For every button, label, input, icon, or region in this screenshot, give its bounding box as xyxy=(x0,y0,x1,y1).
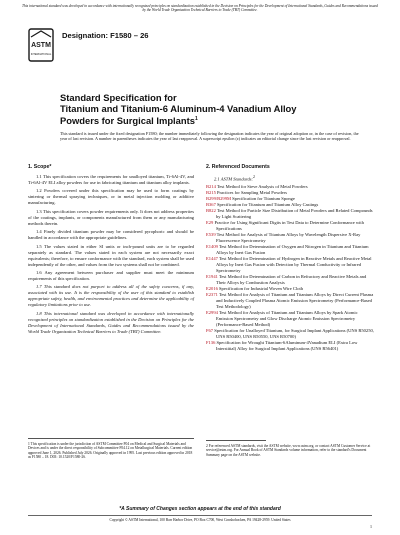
reference-item xyxy=(206,310,374,328)
reference-title: Test Method for Determination of Hydrogen in Reactive Metals and Reactive Metal Alloys by Inert Gas Fusion with Detection by Thermal Conductivity or Infrared Spectrometry xyxy=(216,255,372,273)
reference-code-link[interactable]: E539 xyxy=(206,231,216,237)
reference-title: Test Method for Analysis of Titanium and Titanium Alloys by Direct Current Plasma and Inductively Coupled Plasma Atomic Emission Spectrometry (Performance-Based Test Methodology) xyxy=(216,291,374,309)
reference-item xyxy=(206,274,374,286)
reference-code-link[interactable]: E1941 xyxy=(206,273,218,279)
scope-para: 1.3 This specification covers powder requirements only. It does not address properties of the coatings, implants, or components manufactured from them or any manufacturing methods therein. xyxy=(28,208,194,226)
reference-code-link[interactable]: B214 xyxy=(206,183,216,189)
reference-list xyxy=(206,184,374,352)
summary-of-changes-note: *A Summary of Changes section appears at the end of this standard xyxy=(119,506,281,512)
footnote-rule xyxy=(206,440,266,441)
svg-text:INTERNATIONAL: INTERNATIONAL xyxy=(30,53,52,56)
svg-text:ASTM: ASTM xyxy=(31,42,51,49)
issuance-note: This standard is issued under the fixed designation F1580; the number immediately following the designation indicates the year of original adoption or, in the case of revision, the year of last revision. A number in parentheses indicates the year of last reapproval. A superscript epsilon (ε) indicates an editorial change since the last revision or reapproval. xyxy=(60,131,359,142)
reference-title: Specification for Wrought Titanium-6Aluminum-4Vanadium ELI (Extra Low Interstitial) Alloy for Surgical Implant Applications (UNS R56401) xyxy=(216,339,358,351)
reference-title: Specification for Titanium and Titanium Alloy Castings xyxy=(217,201,319,207)
reference-title: Specification for Titanium Sponge xyxy=(232,195,295,201)
right-column xyxy=(206,164,374,352)
title-line-1: Standard Specification for xyxy=(60,92,177,103)
left-column xyxy=(28,164,194,337)
reference-item xyxy=(206,232,374,244)
reference-title: Test Method for Analysis of Titanium and Titanium Alloys by Spark Atomic Emission Spectrometry and Glow Discharge Atomic Emission Spectrometry (Performance-Based Method) xyxy=(216,309,358,327)
reference-code-link[interactable]: E1447 xyxy=(206,255,218,261)
reference-title: Test Method for Sieve Analysis of Metal Powders xyxy=(216,183,308,189)
reference-code-link[interactable]: F67 xyxy=(206,327,214,333)
scope-para-safety: 1.7 This standard does not purport to address all of the safety concerns, if any, associated with its use. It is the responsibility of the user of this standard to establish appropriate safety, health, and environmental practices and determine the applicability of regulatory limitations prior to use. xyxy=(28,284,194,308)
reference-code-link[interactable]: E29 xyxy=(206,219,214,225)
reference-title: Test Method for Analysis of Titanium Alloys by Wavelength Dispersive X-Ray Fluorescence Spectrometry xyxy=(216,231,361,243)
references-heading: 2. Referenced Documents xyxy=(206,164,270,170)
reference-item xyxy=(206,256,374,274)
scope-para: 1.6 Any agreement between purchaser and supplier must meet the minimum requirements of this specification. xyxy=(28,269,194,281)
reference-title: Test Method for Particle Size Distribution of Metal Powders and Related Compounds by Light Scattering xyxy=(216,207,373,219)
reference-code-link[interactable]: B299/B299M xyxy=(206,195,232,201)
reference-code-link[interactable]: E2016 xyxy=(206,285,218,291)
reference-title: Test Method for Determination of Carbon in Refractory and Reactive Metals and Their Alloys by Combustion Analysis xyxy=(216,273,367,285)
references-lead: 2.1 ASTM Standards:$^2$ xyxy=(214,175,255,182)
wto-notice: This international standard was developed in accordance with internationally recognized principles on standardization established in the Decision on Principles for the Development of International Standards, Guides and Recommendations issued by the World Trade Organization Technical Barriers to Trade (TBT) Committee. xyxy=(22,4,378,13)
scope-para: 1.2 Powders covered under this specification may be used to form coatings by sintering or thermal spraying techniques, or in metal injection molding or additive manufacturing. xyxy=(28,188,194,206)
copyright-address: Copyright © ASTM International, 100 Barr Harbor Drive, PO Box C700, West Conshohocken, PA 19428-2959. United States xyxy=(28,515,372,522)
scope-heading: 1. Scope* xyxy=(28,164,52,170)
designation: Designation: F1580 – 26 xyxy=(62,31,149,40)
reference-title: Specification for Industrial Woven Wire Cloth xyxy=(219,285,304,291)
scope-para: 1.5 The values stated in either SI units or inch-pound units are to be regarded separately as standard. The values stated in each system are not necessarily exact equivalents; therefore, to ensure conformance with the standard, each system shall be used independently of the other, and values from the two systems shall not be combined. xyxy=(28,243,194,267)
reference-title: Test Method for Determination of Oxygen and Nitrogen in Titanium and Titanium Alloys by Inert Gas Fusion xyxy=(216,243,369,255)
reference-code-link[interactable]: B822 xyxy=(206,207,216,213)
scope-para: 1.1 This specification covers the requirements for unalloyed titanium, Ti-6Al-4V, and Ti-6Al-4V ELI alloy powders for use in fabricating titanium and titanium alloy implants. xyxy=(28,174,194,185)
document-title xyxy=(60,92,360,126)
reference-code-link[interactable]: E1409 xyxy=(206,243,218,249)
page-number: 1 xyxy=(370,524,372,529)
footnote-1: 1 This specification is under the jurisdiction of ASTM Committee F04 on Medical and Surgical Materials and Devices and is under the direct responsibility of Subcommittee F04.12 on Metallurgical Materials. Current edition approved June 1, 2026. Published July 2026. Originally approved in 1995. Last previous edition approved in 2018 as F1580 – 18. DOI: 10.1520/F1580-26. xyxy=(28,438,194,460)
footnote-2: 2 For referenced ASTM standards, visit the ASTM website, www.astm.org, or contact ASTM Customer Service at service@astm.org. For Annual Book of ASTM Standards volume information, refer to the standard's Document Summary page on the ASTM website. xyxy=(206,444,371,457)
reference-code-link[interactable]: E2371 xyxy=(206,291,218,297)
reference-code-link[interactable]: B367 xyxy=(206,201,216,207)
reference-title: Practices for Sampling Metal Powders xyxy=(217,189,287,195)
reference-code-link[interactable]: B215 xyxy=(206,189,216,195)
title-line-2: Titanium and Titanium-6 Aluminum-4 Vanadium Alloy xyxy=(60,103,297,114)
title-line-3: Powders for Surgical Implants$^1$ xyxy=(60,115,198,127)
astm-logo xyxy=(28,28,54,62)
footnote-2-block xyxy=(206,438,374,457)
reference-item xyxy=(206,328,374,340)
reference-item xyxy=(206,208,374,220)
scope-para: 1.4 Finely divided titanium powder may be considered pyrophoric and should be handled in accordance with the appropriate guidelines. xyxy=(28,229,194,241)
reference-code-link[interactable]: F136 xyxy=(206,339,216,345)
scope-para-wto: 1.8 This international standard was developed in accordance with internationally recognized principles on standardization established in the Decision on Principles for the Development of International Standards, Guides and Recommendations issued by the World Trade Organization Technical Barriers to Trade (TBT) Committee. xyxy=(28,310,194,334)
reference-item xyxy=(206,292,374,310)
reference-item xyxy=(206,244,374,256)
reference-title: Specification for Unalloyed Titanium, for Surgical Implant Applications (UNS R50250, UNS R50400, UNS R50550, UNS R50700) xyxy=(214,327,374,339)
title-footnote-marker: 1 xyxy=(194,116,198,122)
reference-item xyxy=(206,340,374,352)
reference-code-link[interactable]: E2994 xyxy=(206,309,218,315)
reference-title: Practice for Using Significant Digits in Test Data to Determine Conformance with Specifications xyxy=(214,219,364,231)
reference-item xyxy=(206,220,374,232)
